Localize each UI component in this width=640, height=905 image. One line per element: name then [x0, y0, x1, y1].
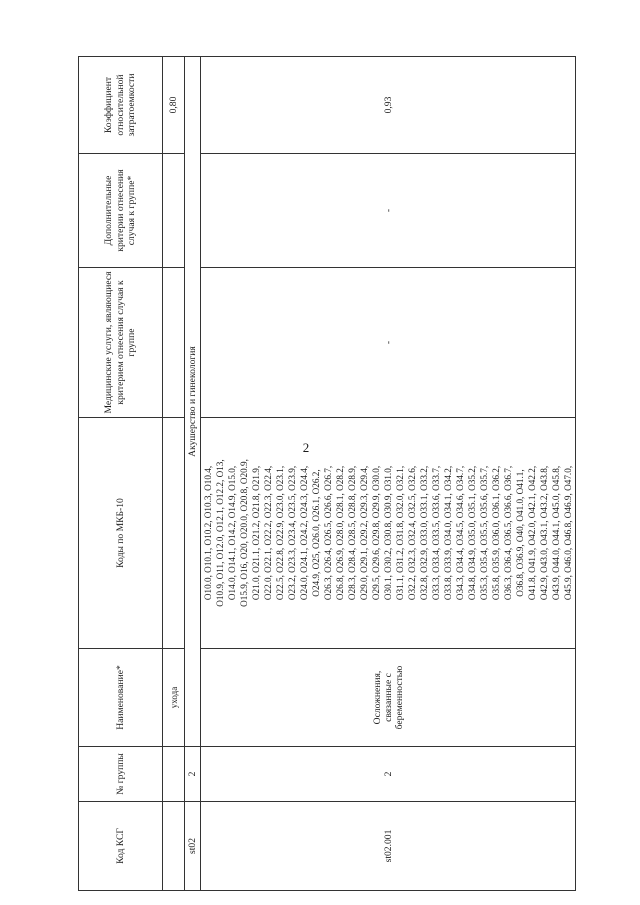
header-icd: Коды по МКБ-10: [79, 418, 163, 649]
prev-name-tail: ухода: [163, 649, 185, 747]
rotated-table: [78, 57, 615, 891]
prev-group: [163, 747, 185, 802]
icd-line: O33.8, O33.9, O34.0, O34.1, O34.2,: [443, 465, 453, 601]
icd-line: O32.8, O32.9, O33.0, O33.1, O33.2,: [419, 465, 429, 601]
header-group-no: № группы: [79, 747, 163, 802]
icd-line: O10.0, O10.1, O10.2, O10.3, O10.4,: [203, 465, 213, 601]
prev-row: [163, 57, 185, 891]
icd-line: O36.8, O36.9, O40, O41.0, O41.1,: [515, 469, 525, 597]
icd-line: O33.3, O33.4, O33.5, O33.6, O33.7,: [431, 465, 441, 601]
prev-services: [163, 268, 185, 418]
icd-line: O36.3, O36.4, O36.5, O36.6, O36.7,: [503, 465, 513, 601]
icd-line: O29.0, O29.1, O29.2, O29.3, O29.4,: [359, 465, 369, 601]
icd-line: O42.9, O43.0, O43.1, O43.2, O43.8,: [539, 465, 549, 601]
icd-line: O32.2, O32.3, O32.4, O32.5, O32.6,: [407, 465, 417, 601]
icd-line: O29.5, O29.6, O29.8, O29.9, O30.0,: [371, 465, 381, 601]
icd-line: O15.9, O16, O20, O20.0, O20.8, O20.9,: [239, 459, 249, 607]
icd-line: O43.9, O44.0, O44.1, O45.0, O45.8,: [551, 465, 561, 601]
prev-icd: [163, 418, 185, 649]
icd-line: O45.9, O46.0, O46.8, O46.9, O47.0,: [563, 465, 573, 601]
icd-line: O21.0, O21.1, O21.2, O21.8, O21.9,: [251, 465, 261, 601]
icd-line: O34.3, O34.4, O34.5, O34.6, O34.7,: [455, 465, 465, 601]
icd-line: O26.3, O26.4, O26.5, O26.6, O26.7,: [323, 465, 333, 601]
section-title: Акушерство и гинекология: [185, 57, 201, 747]
section-group-no: 2: [185, 747, 201, 802]
header-code: Код КСГ: [79, 802, 163, 891]
prev-code: [163, 802, 185, 891]
row-code: st02.001: [201, 802, 576, 891]
icd-line: O26.8, O26.9, O28.0, O28.1, O28.2,: [335, 465, 345, 601]
prev-coef: 0,80: [163, 57, 185, 154]
icd-line: O41.8, O41.9, O42.0, O42.1, O42.2,: [527, 465, 537, 601]
row-name: Осложнения, связанные с беременностью: [201, 649, 576, 747]
row-services: -: [201, 268, 576, 418]
icd-line: O23.2, O23.3, O23.4, O23.5, O23.9,: [287, 465, 297, 601]
page-number: 2: [302, 440, 310, 455]
icd-line: O30.1, O30.2, O30.8, O30.9, O31.0,: [383, 465, 393, 601]
icd-line: O31.1, O31.2, O31.8, O32.0, O32.1,: [395, 465, 405, 601]
header-name: Наименование*: [79, 649, 163, 747]
row-icd-codes: [201, 418, 576, 649]
section-code: st02: [185, 802, 201, 891]
header-row: [79, 57, 163, 891]
icd-line: O14.0, O14.1, O14.2, O14.9, O15.0,: [227, 465, 237, 601]
icd-line: O22.5, O22.8, O22.9, O23.0, O23.1,: [275, 465, 285, 601]
icd-line: O35.8, O35.9, O36.0, O36.1, O36.2,: [491, 465, 501, 601]
table-row: [201, 57, 576, 891]
ksg-table: [78, 56, 576, 891]
icd-line: O24.0, O24.1, O24.2, O24.3, O24.4,: [299, 465, 309, 601]
header-extra: Дополнительные критерии отнесения случая к группе*: [79, 154, 163, 268]
icd-line: O28.3, O28.4, O28.5, O28.8, O28.9,: [347, 465, 357, 601]
icd-line: O10.9, O11, O12.0, O12.1, O12.2, O13,: [215, 459, 225, 607]
row-group-no: 2: [201, 747, 576, 802]
row-coef: 0,93: [201, 57, 576, 154]
header-services: Медицинские услуги, являющиеся критерием отнесения случая к группе: [79, 268, 163, 418]
section-row: [185, 57, 201, 891]
icd-line: O22.0, O22.1, O22.2, O22.3, O22.4,: [263, 465, 273, 601]
icd-line: O35.3, O35.4, O35.5, O35.6, O35.7,: [479, 465, 489, 601]
rotated-table-area: [78, 57, 640, 864]
icd-line: O34.8, O34.9, O35.0, O35.1, O35.2,: [467, 465, 477, 601]
header-coef: Коэффициент относительной затратоемкости: [79, 57, 163, 154]
icd-line: O24.9, O25, O26.0, O26.1, O26.2,: [311, 469, 321, 597]
row-extra: -: [201, 154, 576, 268]
prev-extra: [163, 154, 185, 268]
